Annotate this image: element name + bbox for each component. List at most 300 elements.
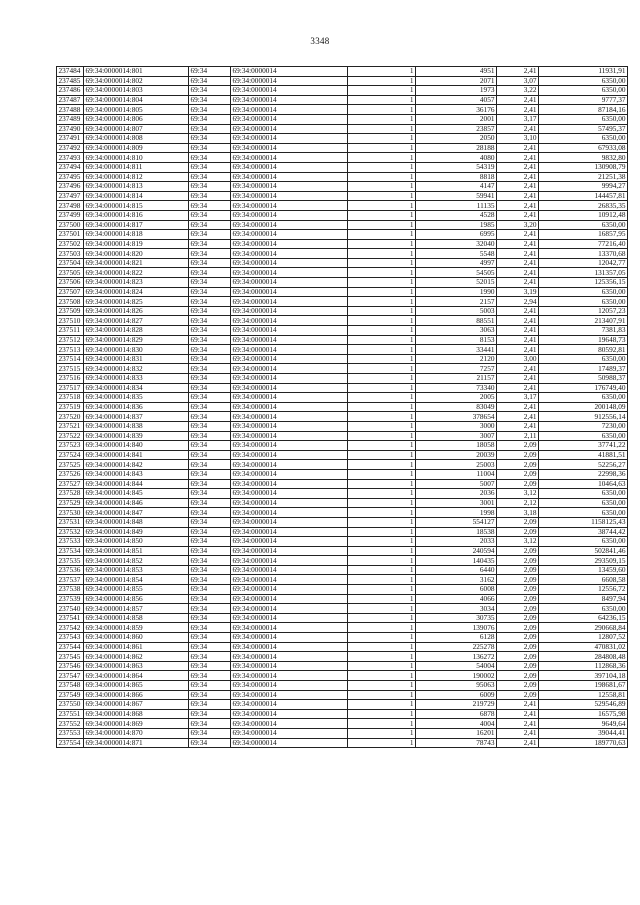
cost-cell: 19648,73	[539, 335, 628, 345]
cadastral-number-cell: 69:34:0000014:837	[84, 412, 189, 422]
region-code-cell: 69:34	[189, 546, 231, 556]
row-number-cell: 237516	[57, 374, 84, 384]
area-cell: 6995	[416, 230, 497, 240]
count-cell: 1	[348, 67, 416, 77]
rate-cell: 2,41	[497, 345, 539, 355]
table-row	[57, 700, 628, 710]
count-cell: 1	[348, 287, 416, 297]
table-row	[57, 441, 628, 451]
cost-cell: 7230,00	[539, 421, 628, 431]
row-number-cell: 237546	[57, 661, 84, 671]
area-cell: 3001	[416, 498, 497, 508]
cadastral-block-cell: 69:34:0000014	[231, 690, 348, 700]
cadastral-number-cell: 69:34:0000014:832	[84, 364, 189, 374]
row-number-cell: 237492	[57, 143, 84, 153]
count-cell: 1	[348, 546, 416, 556]
rate-cell: 3,17	[497, 114, 539, 124]
count-cell: 1	[348, 412, 416, 422]
cost-cell: 6350,00	[539, 498, 628, 508]
cost-cell: 52256,27	[539, 460, 628, 470]
row-number-cell: 237531	[57, 517, 84, 527]
cadastral-number-cell: 69:34:0000014:842	[84, 460, 189, 470]
row-number-cell: 237528	[57, 489, 84, 499]
row-number-cell: 237490	[57, 124, 84, 134]
area-cell: 2120	[416, 354, 497, 364]
region-code-cell: 69:34	[189, 172, 231, 182]
region-code-cell: 69:34	[189, 479, 231, 489]
cadastral-number-cell: 69:34:0000014:825	[84, 297, 189, 307]
region-code-cell: 69:34	[189, 383, 231, 393]
table-row	[57, 594, 628, 604]
row-number-cell: 237535	[57, 556, 84, 566]
cadastral-number-cell: 69:34:0000014:857	[84, 604, 189, 614]
cadastral-block-cell: 69:34:0000014	[231, 479, 348, 489]
area-cell: 1990	[416, 287, 497, 297]
row-number-cell: 237548	[57, 681, 84, 691]
area-cell: 240594	[416, 546, 497, 556]
rate-cell: 2,41	[497, 421, 539, 431]
cost-cell: 200148,09	[539, 402, 628, 412]
region-code-cell: 69:34	[189, 517, 231, 527]
row-number-cell: 237530	[57, 508, 84, 518]
count-cell: 1	[348, 124, 416, 134]
count-cell: 1	[348, 441, 416, 451]
count-cell: 1	[348, 210, 416, 220]
table-row	[57, 76, 628, 86]
rate-cell: 2,41	[497, 402, 539, 412]
table-row	[57, 469, 628, 479]
cadastral-block-cell: 69:34:0000014	[231, 383, 348, 393]
region-code-cell: 69:34	[189, 297, 231, 307]
count-cell: 1	[348, 479, 416, 489]
row-number-cell: 237542	[57, 623, 84, 633]
cadastral-number-cell: 69:34:0000014:830	[84, 345, 189, 355]
cadastral-block-cell: 69:34:0000014	[231, 201, 348, 211]
cadastral-number-cell: 69:34:0000014:835	[84, 393, 189, 403]
rate-cell: 2,09	[497, 517, 539, 527]
rate-cell: 2,09	[497, 479, 539, 489]
area-cell: 219729	[416, 700, 497, 710]
cadastral-number-cell: 69:34:0000014:862	[84, 652, 189, 662]
cadastral-number-cell: 69:34:0000014:811	[84, 162, 189, 172]
count-cell: 1	[348, 114, 416, 124]
area-cell: 2050	[416, 134, 497, 144]
count-cell: 1	[348, 345, 416, 355]
cadastral-block-cell: 69:34:0000014	[231, 489, 348, 499]
row-number-cell: 237553	[57, 728, 84, 738]
count-cell: 1	[348, 421, 416, 431]
cadastral-block-cell: 69:34:0000014	[231, 306, 348, 316]
count-cell: 1	[348, 565, 416, 575]
area-cell: 3063	[416, 326, 497, 336]
rate-cell: 2,41	[497, 738, 539, 748]
area-cell: 88551	[416, 316, 497, 326]
area-cell: 2071	[416, 76, 497, 86]
area-cell: 2036	[416, 489, 497, 499]
region-code-cell: 69:34	[189, 633, 231, 643]
rate-cell: 2,41	[497, 182, 539, 192]
cadastral-block-cell: 69:34:0000014	[231, 681, 348, 691]
area-cell: 190002	[416, 671, 497, 681]
row-number-cell: 237524	[57, 450, 84, 460]
count-cell: 1	[348, 86, 416, 96]
area-cell: 3162	[416, 575, 497, 585]
rate-cell: 2,09	[497, 565, 539, 575]
cadastral-number-cell: 69:34:0000014:851	[84, 546, 189, 556]
region-code-cell: 69:34	[189, 201, 231, 211]
cost-cell: 16575,98	[539, 709, 628, 719]
table-row	[57, 489, 628, 499]
count-cell: 1	[348, 162, 416, 172]
cadastral-number-cell: 69:34:0000014:840	[84, 441, 189, 451]
region-code-cell: 69:34	[189, 354, 231, 364]
row-number-cell: 237543	[57, 633, 84, 643]
table-row	[57, 728, 628, 738]
table-row	[57, 604, 628, 614]
cadastral-block-cell: 69:34:0000014	[231, 700, 348, 710]
row-number-cell: 237507	[57, 287, 84, 297]
cost-cell: 6350,00	[539, 114, 628, 124]
table-row	[57, 642, 628, 652]
table-row	[57, 297, 628, 307]
cost-cell: 6350,00	[539, 508, 628, 518]
area-cell: 5007	[416, 479, 497, 489]
region-code-cell: 69:34	[189, 316, 231, 326]
cadastral-block-cell: 69:34:0000014	[231, 95, 348, 105]
table-row	[57, 517, 628, 527]
region-code-cell: 69:34	[189, 287, 231, 297]
table-row	[57, 709, 628, 719]
cadastral-block-cell: 69:34:0000014	[231, 652, 348, 662]
count-cell: 1	[348, 575, 416, 585]
cadastral-number-cell: 69:34:0000014:845	[84, 489, 189, 499]
count-cell: 1	[348, 393, 416, 403]
rate-cell: 2,09	[497, 556, 539, 566]
rate-cell: 2,09	[497, 441, 539, 451]
count-cell: 1	[348, 537, 416, 547]
cost-cell: 144457,81	[539, 191, 628, 201]
cadastral-number-cell: 69:34:0000014:869	[84, 719, 189, 729]
region-code-cell: 69:34	[189, 652, 231, 662]
area-cell: 23857	[416, 124, 497, 134]
table-row	[57, 335, 628, 345]
rate-cell: 3,00	[497, 354, 539, 364]
table-row	[57, 498, 628, 508]
area-cell: 554127	[416, 517, 497, 527]
cost-cell: 21251,38	[539, 172, 628, 182]
region-code-cell: 69:34	[189, 690, 231, 700]
area-cell: 4147	[416, 182, 497, 192]
cadastral-block-cell: 69:34:0000014	[231, 335, 348, 345]
area-cell: 2005	[416, 393, 497, 403]
row-number-cell: 237515	[57, 364, 84, 374]
cost-cell: 6608,58	[539, 575, 628, 585]
region-code-cell: 69:34	[189, 393, 231, 403]
area-cell: 73340	[416, 383, 497, 393]
cadastral-number-cell: 69:34:0000014:847	[84, 508, 189, 518]
cost-cell: 6350,00	[539, 86, 628, 96]
region-code-cell: 69:34	[189, 421, 231, 431]
rate-cell: 2,09	[497, 460, 539, 470]
region-code-cell: 69:34	[189, 508, 231, 518]
cadastral-number-cell: 69:34:0000014:810	[84, 153, 189, 163]
row-number-cell: 237526	[57, 469, 84, 479]
rate-cell: 2,41	[497, 306, 539, 316]
region-code-cell: 69:34	[189, 450, 231, 460]
cost-cell: 80592,81	[539, 345, 628, 355]
cost-cell: 41881,51	[539, 450, 628, 460]
row-number-cell: 237538	[57, 585, 84, 595]
area-cell: 6440	[416, 565, 497, 575]
cost-cell: 6350,00	[539, 220, 628, 230]
cadastral-block-cell: 69:34:0000014	[231, 527, 348, 537]
rate-cell: 3,10	[497, 134, 539, 144]
table-row	[57, 172, 628, 182]
table-row	[57, 67, 628, 77]
table-row	[57, 210, 628, 220]
table-row	[57, 134, 628, 144]
region-code-cell: 69:34	[189, 345, 231, 355]
table-row	[57, 374, 628, 384]
table-row	[57, 354, 628, 364]
count-cell: 1	[348, 326, 416, 336]
table-row	[57, 143, 628, 153]
area-cell: 6128	[416, 633, 497, 643]
rate-cell: 2,41	[497, 95, 539, 105]
count-cell: 1	[348, 316, 416, 326]
table-row	[57, 95, 628, 105]
cadastral-block-cell: 69:34:0000014	[231, 393, 348, 403]
cost-cell: 6350,00	[539, 537, 628, 547]
row-number-cell: 237494	[57, 162, 84, 172]
region-code-cell: 69:34	[189, 585, 231, 595]
rate-cell: 2,09	[497, 575, 539, 585]
cadastral-block-cell: 69:34:0000014	[231, 623, 348, 633]
region-code-cell: 69:34	[189, 431, 231, 441]
cost-cell: 131357,05	[539, 268, 628, 278]
cost-cell: 50988,37	[539, 374, 628, 384]
table-row	[57, 623, 628, 633]
table-row	[57, 249, 628, 259]
region-code-cell: 69:34	[189, 642, 231, 652]
count-cell: 1	[348, 249, 416, 259]
cadastral-number-cell: 69:34:0000014:812	[84, 172, 189, 182]
region-code-cell: 69:34	[189, 134, 231, 144]
area-cell: 8818	[416, 172, 497, 182]
region-code-cell: 69:34	[189, 489, 231, 499]
area-cell: 6008	[416, 585, 497, 595]
cadastral-number-cell: 69:34:0000014:826	[84, 306, 189, 316]
table-row	[57, 613, 628, 623]
region-code-cell: 69:34	[189, 95, 231, 105]
table-row	[57, 527, 628, 537]
row-number-cell: 237517	[57, 383, 84, 393]
row-number-cell: 237519	[57, 402, 84, 412]
table-row	[57, 719, 628, 729]
count-cell: 1	[348, 297, 416, 307]
region-code-cell: 69:34	[189, 268, 231, 278]
cost-cell: 502841,46	[539, 546, 628, 556]
count-cell: 1	[348, 642, 416, 652]
row-number-cell: 237493	[57, 153, 84, 163]
cadastral-block-cell: 69:34:0000014	[231, 134, 348, 144]
cadastral-number-cell: 69:34:0000014:871	[84, 738, 189, 748]
cadastral-number-cell: 69:34:0000014:801	[84, 67, 189, 77]
cadastral-block-cell: 69:34:0000014	[231, 374, 348, 384]
cadastral-number-cell: 69:34:0000014:814	[84, 191, 189, 201]
region-code-cell: 69:34	[189, 67, 231, 77]
row-number-cell: 237512	[57, 335, 84, 345]
table-row	[57, 556, 628, 566]
row-number-cell: 237541	[57, 613, 84, 623]
row-number-cell: 237506	[57, 278, 84, 288]
cadastral-block-cell: 69:34:0000014	[231, 402, 348, 412]
region-code-cell: 69:34	[189, 191, 231, 201]
cost-cell: 189770,63	[539, 738, 628, 748]
area-cell: 18058	[416, 441, 497, 451]
cost-cell: 10912,48	[539, 210, 628, 220]
row-number-cell: 237522	[57, 431, 84, 441]
cadastral-number-cell: 69:34:0000014:841	[84, 450, 189, 460]
rate-cell: 2,41	[497, 728, 539, 738]
cadastral-number-cell: 69:34:0000014:865	[84, 681, 189, 691]
count-cell: 1	[348, 556, 416, 566]
row-number-cell: 237504	[57, 258, 84, 268]
rate-cell: 2,41	[497, 201, 539, 211]
table-row	[57, 460, 628, 470]
region-code-cell: 69:34	[189, 460, 231, 470]
region-code-cell: 69:34	[189, 537, 231, 547]
cadastral-block-cell: 69:34:0000014	[231, 469, 348, 479]
region-code-cell: 69:34	[189, 575, 231, 585]
area-cell: 20039	[416, 450, 497, 460]
area-cell: 5548	[416, 249, 497, 259]
row-number-cell: 237544	[57, 642, 84, 652]
cadastral-number-cell: 69:34:0000014:815	[84, 201, 189, 211]
row-number-cell: 237508	[57, 297, 84, 307]
cadastral-block-cell: 69:34:0000014	[231, 421, 348, 431]
table-row	[57, 537, 628, 547]
cadastral-number-cell: 69:34:0000014:853	[84, 565, 189, 575]
rate-cell: 2,09	[497, 604, 539, 614]
count-cell: 1	[348, 374, 416, 384]
rate-cell: 2,41	[497, 326, 539, 336]
rate-cell: 3,17	[497, 393, 539, 403]
cadastral-block-cell: 69:34:0000014	[231, 604, 348, 614]
cost-cell: 12556,72	[539, 585, 628, 595]
rate-cell: 2,41	[497, 335, 539, 345]
cost-cell: 397104,18	[539, 671, 628, 681]
table-row	[57, 326, 628, 336]
cost-cell: 26835,35	[539, 201, 628, 211]
table-row	[57, 652, 628, 662]
table-row	[57, 431, 628, 441]
row-number-cell: 237502	[57, 239, 84, 249]
area-cell: 54505	[416, 268, 497, 278]
row-number-cell: 237496	[57, 182, 84, 192]
area-cell: 4057	[416, 95, 497, 105]
row-number-cell: 237500	[57, 220, 84, 230]
region-code-cell: 69:34	[189, 738, 231, 748]
cadastral-block-cell: 69:34:0000014	[231, 354, 348, 364]
cadastral-number-cell: 69:34:0000014:838	[84, 421, 189, 431]
cadastral-block-cell: 69:34:0000014	[231, 460, 348, 470]
cadastral-block-cell: 69:34:0000014	[231, 124, 348, 134]
row-number-cell: 237552	[57, 719, 84, 729]
table-row	[57, 191, 628, 201]
table-row	[57, 364, 628, 374]
rate-cell: 2,41	[497, 230, 539, 240]
cadastral-block-cell: 69:34:0000014	[231, 258, 348, 268]
region-code-cell: 69:34	[189, 258, 231, 268]
table-row	[57, 278, 628, 288]
cost-cell: 213407,91	[539, 316, 628, 326]
rate-cell: 2,41	[497, 316, 539, 326]
region-code-cell: 69:34	[189, 153, 231, 163]
cadastral-block-cell: 69:34:0000014	[231, 450, 348, 460]
area-cell: 11004	[416, 469, 497, 479]
region-code-cell: 69:34	[189, 364, 231, 374]
cadastral-block-cell: 69:34:0000014	[231, 105, 348, 115]
cadastral-number-cell: 69:34:0000014:856	[84, 594, 189, 604]
table-row	[57, 345, 628, 355]
cadastral-block-cell: 69:34:0000014	[231, 172, 348, 182]
region-code-cell: 69:34	[189, 114, 231, 124]
region-code-cell: 69:34	[189, 326, 231, 336]
table-row	[57, 671, 628, 681]
region-code-cell: 69:34	[189, 124, 231, 134]
cadastral-number-cell: 69:34:0000014:807	[84, 124, 189, 134]
cost-cell: 12807,52	[539, 633, 628, 643]
row-number-cell: 237533	[57, 537, 84, 547]
row-number-cell: 237488	[57, 105, 84, 115]
count-cell: 1	[348, 517, 416, 527]
cadastral-block-cell: 69:34:0000014	[231, 738, 348, 748]
count-cell: 1	[348, 105, 416, 115]
row-number-cell: 237539	[57, 594, 84, 604]
region-code-cell: 69:34	[189, 143, 231, 153]
cost-cell: 13370,68	[539, 249, 628, 259]
cadastral-block-cell: 69:34:0000014	[231, 239, 348, 249]
rate-cell: 2,41	[497, 719, 539, 729]
table-row	[57, 633, 628, 643]
table-body	[57, 67, 628, 748]
row-number-cell: 237529	[57, 498, 84, 508]
rate-cell: 2,41	[497, 153, 539, 163]
region-code-cell: 69:34	[189, 249, 231, 259]
rate-cell: 2,41	[497, 383, 539, 393]
count-cell: 1	[348, 268, 416, 278]
row-number-cell: 237505	[57, 268, 84, 278]
cost-cell: 6350,00	[539, 431, 628, 441]
count-cell: 1	[348, 172, 416, 182]
cadastral-number-cell: 69:34:0000014:817	[84, 220, 189, 230]
count-cell: 1	[348, 728, 416, 738]
rate-cell: 2,41	[497, 364, 539, 374]
table-row	[57, 153, 628, 163]
area-cell: 6009	[416, 690, 497, 700]
page-number: 3348	[310, 36, 330, 46]
cadastral-number-cell: 69:34:0000014:870	[84, 728, 189, 738]
rate-cell: 2,09	[497, 642, 539, 652]
count-cell: 1	[348, 220, 416, 230]
count-cell: 1	[348, 95, 416, 105]
cost-cell: 9649,64	[539, 719, 628, 729]
area-cell: 4080	[416, 153, 497, 163]
region-code-cell: 69:34	[189, 498, 231, 508]
cadastral-number-cell: 69:34:0000014:822	[84, 268, 189, 278]
region-code-cell: 69:34	[189, 661, 231, 671]
